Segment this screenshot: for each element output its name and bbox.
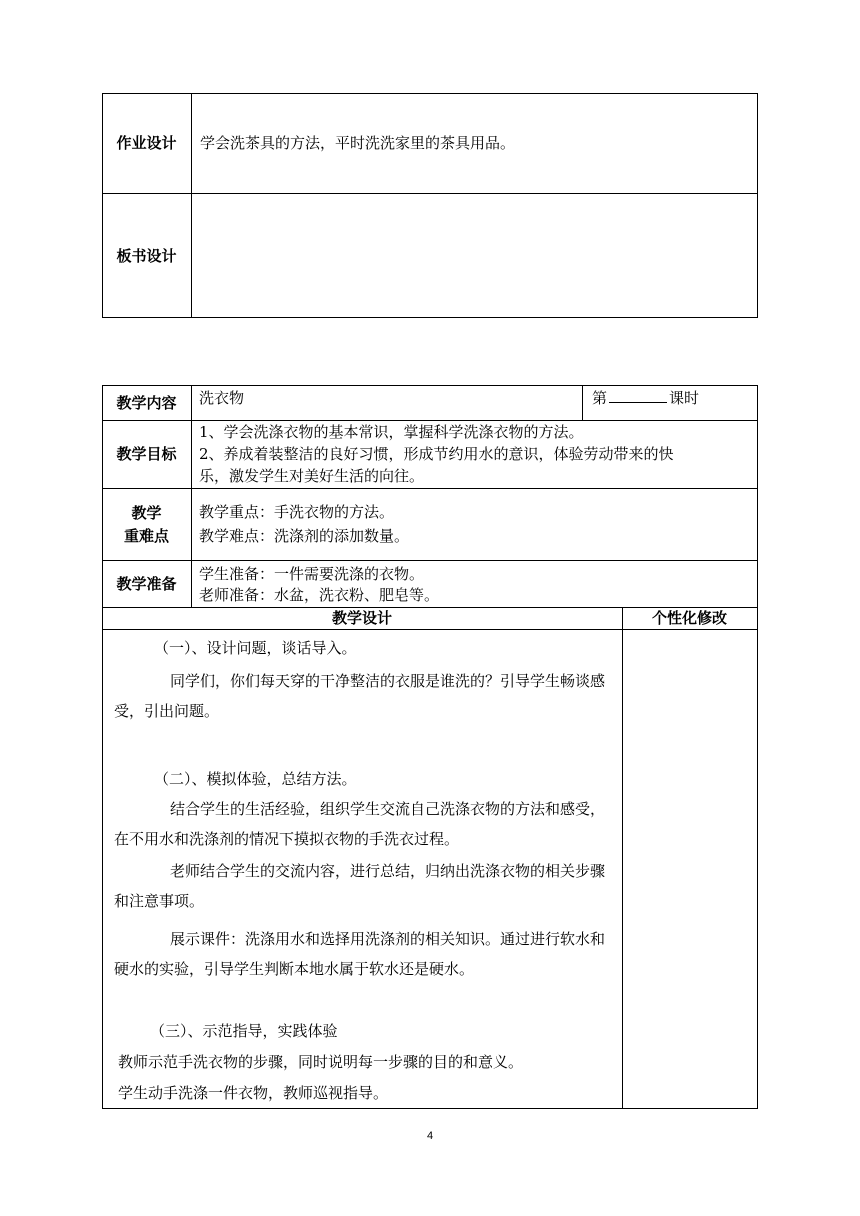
content-value: 洗衣物: [199, 389, 245, 407]
goals-line: 1、学会洗涤衣物的基本常识，掌握科学洗涤衣物的方法。: [199, 423, 584, 441]
design-paragraph: 展示课件：洗涤用水和选择用洗涤剂的相关知识。通过进行软水和硬水的实验，引导学生判断本地水属于软水还是硬水。: [114, 930, 606, 978]
difficult-point: 教学难点：洗涤剂的添加数量。: [199, 527, 410, 545]
homework-content: 学会洗茶具的方法，平时洗洗家里的茶具用品。: [200, 134, 516, 152]
content-label: 教学内容: [116, 394, 177, 412]
teacher-prep: 老师准备：水盆，洗衣粉、肥皂等。: [199, 586, 440, 604]
lesson-prefix: 第: [592, 389, 608, 407]
design-paragraph: 学生动手洗涤一件衣物，教师巡视指导。: [118, 1084, 389, 1102]
goals-label: 教学目标: [116, 445, 177, 463]
section-heading: （三）、示范指导，实践体验: [150, 1022, 338, 1040]
design-paragraph: 老师结合学生的交流内容，进行总结，归纳出洗涤衣物的相关步骤和注意事项。: [114, 862, 606, 910]
lesson-blank: [609, 388, 667, 403]
design-header: 教学设计: [331, 609, 392, 627]
goals-line: 乐，激发学生对美好生活的向往。: [199, 467, 425, 485]
key-points-label-line2: 重难点: [123, 527, 169, 545]
personalization-header: 个性化修改: [651, 609, 727, 627]
lesson-suffix: 课时: [669, 389, 700, 407]
board-design-label: 板书设计: [116, 247, 177, 265]
lesson-count: [592, 386, 699, 410]
student-prep: 学生准备：一件需要洗涤的衣物。: [199, 565, 425, 583]
goals-line: 2、养成着装整洁的良好习惯，形成节约用水的意识，体验劳动带来的快: [199, 445, 674, 463]
design-paragraph: 教师示范手洗衣物的步骤，同时说明每一步骤的目的和意义。: [118, 1053, 524, 1071]
section-heading: （二）、模拟体验，总结方法。: [154, 770, 357, 788]
homework-label: 作业设计: [116, 134, 177, 152]
design-paragraph: 结合学生的生活经验，组织学生交流自己洗涤衣物的方法和感受，在不用水和洗涤剂的情况下摸拟衣物的手洗衣过程。: [114, 800, 606, 848]
key-point: 教学重点：手洗衣物的方法。: [199, 503, 395, 521]
section-heading: （一）、设计问题，谈话导入。: [154, 639, 357, 657]
preparation-label: 教学准备: [116, 575, 177, 593]
design-paragraph: 同学们，你们每天穿的干净整洁的衣服是谁洗的？引导学生畅谈感受，引出问题。: [114, 672, 606, 720]
key-points-label-line1: 教学: [131, 504, 162, 522]
page-number: 4: [426, 1130, 434, 1142]
